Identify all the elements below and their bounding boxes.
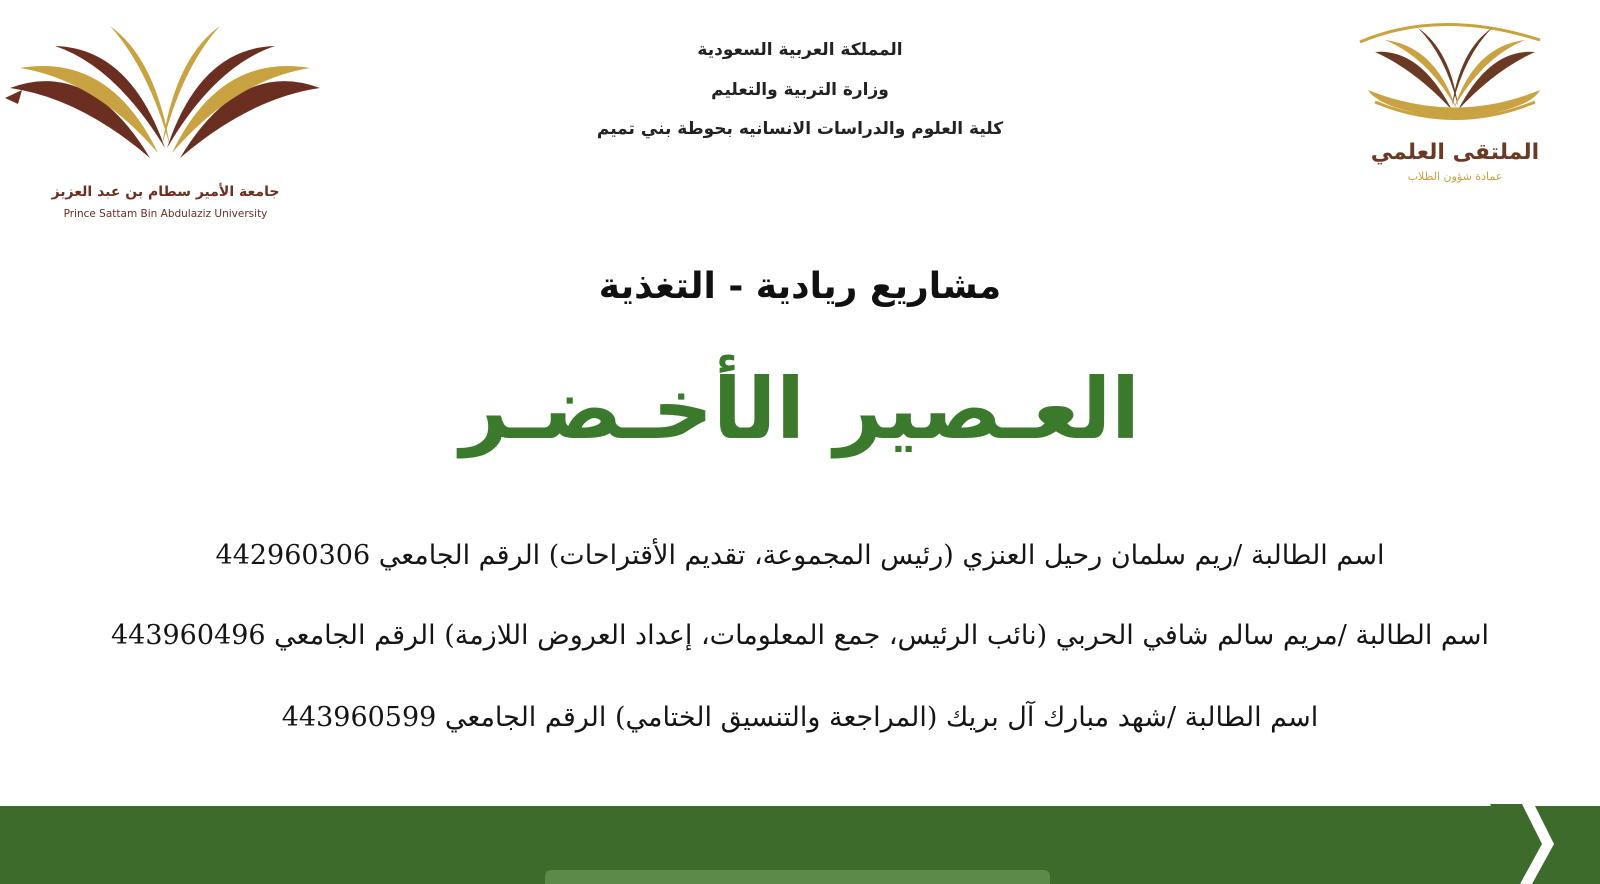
project-title: العـصير الأخـضـر [460, 360, 1140, 458]
book-emblem-icon [1340, 10, 1570, 140]
project-category: مشاريع ريادية - التغذية [598, 266, 1002, 307]
forum-title: الملتقى العلمي [1370, 140, 1540, 165]
header-country: المملكة العربية السعودية [697, 40, 903, 60]
student-entry: اسم الطالبة /شهد مبارك آل بريك (المراجعة والتنسيق الختامي) الرقم الجامعي 443960599 [281, 702, 1319, 733]
student-entry: اسم الطالبة /مريم سالم شافي الحربي (نائب الرئيس، جمع المعلومات، إعداد العروض اللازمة) الرقم الجامعي 443960496 [110, 620, 1490, 651]
footer-tab [545, 870, 1050, 884]
header-ministry: وزارة التربية والتعليم [711, 80, 889, 100]
university-name-english: Prince Sattam Bin Abdulaziz University [63, 208, 268, 220]
student-entry: اسم الطالبة /ريم سلمان رحيل العنزي (رئيس المجموعة، تقديم الأقتراحات) الرقم الجامعي 442960306 [215, 540, 1385, 571]
header-college: كلية العلوم والدراسات الانسانيه بحوطة بني تميم [596, 119, 1004, 139]
forum-subtitle: عمادة شؤون الطلاب [1407, 170, 1503, 183]
chevron-decoration-icon [1490, 800, 1560, 884]
university-name-arabic: جامعة الأمير سطام بن عبد العزيز [51, 184, 280, 200]
university-logo [0, 18, 330, 220]
forum-logo [1340, 10, 1580, 185]
open-book-emblem-icon [0, 18, 330, 183]
